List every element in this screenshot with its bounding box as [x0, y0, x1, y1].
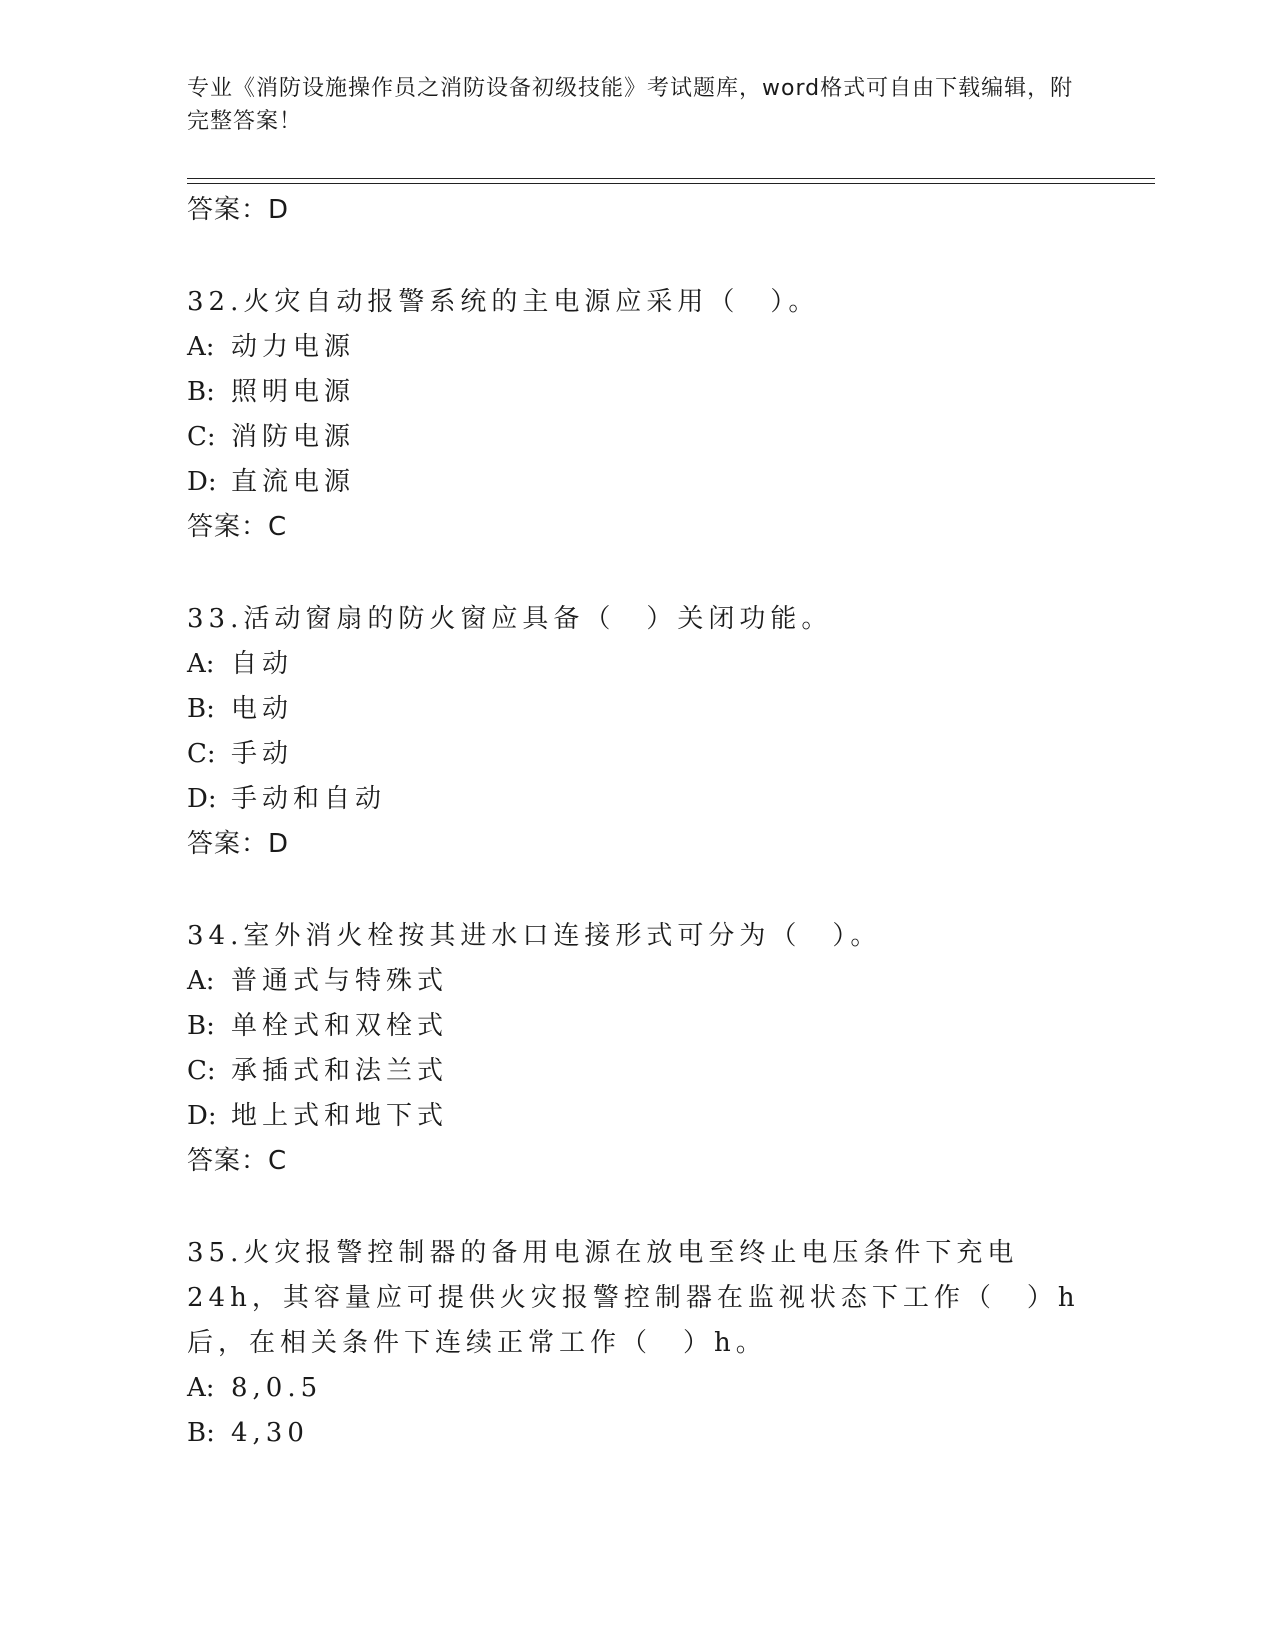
option-text: 单栓式和双栓式	[231, 1011, 449, 1041]
option-c	[187, 415, 1087, 460]
option-letter: A:	[187, 332, 215, 362]
question-list	[187, 188, 1087, 1456]
question-item	[187, 1231, 1087, 1456]
option-letter: B:	[187, 694, 215, 724]
option-a	[187, 642, 1087, 687]
option-letter: A:	[187, 649, 215, 679]
answer-line: 答案：C	[187, 512, 288, 542]
option-d	[187, 777, 1087, 822]
question-stem: 32.火灾自动报警系统的主电源应采用（ ）。	[187, 287, 820, 317]
option-text: 消防电源	[231, 422, 356, 452]
option-a	[187, 325, 1087, 370]
option-letter: D:	[187, 467, 217, 497]
option-text: 照明电源	[231, 377, 356, 407]
option-text: 直流电源	[231, 467, 356, 497]
question-stem: 35.火灾报警控制器的备用电源在放电至终止电压条件下充电24h，其容量应可提供火灾报警控制器在监视状态下工作（ ）h后，在相关条件下连续正常工作（ ）h。	[187, 1238, 1080, 1358]
option-d	[187, 1094, 1087, 1139]
question-stem: 33.活动窗扇的防火窗应具备（ ）关闭功能。	[187, 604, 833, 634]
answer-line: 答案：C	[187, 1146, 288, 1176]
option-letter: B:	[187, 1418, 215, 1448]
document-header: 专业《消防设施操作员之消防设备初级技能》考试题库，word格式可自由下载编辑，附完整答案！	[187, 76, 1074, 134]
option-letter: D:	[187, 784, 217, 814]
option-b	[187, 687, 1087, 732]
option-b	[187, 1411, 1087, 1456]
option-text: 4,30	[231, 1418, 309, 1448]
question-item	[187, 280, 1087, 550]
option-a	[187, 959, 1087, 1004]
option-letter: C:	[187, 422, 216, 452]
option-letter: A:	[187, 966, 215, 996]
option-d	[187, 460, 1087, 505]
option-text: 动力电源	[231, 332, 356, 362]
answer-line: 答案：D	[187, 829, 290, 859]
option-text: 手动和自动	[231, 784, 387, 814]
option-letter: B:	[187, 1011, 215, 1041]
option-c	[187, 732, 1087, 777]
header-divider-top	[187, 178, 1155, 179]
option-letter: D:	[187, 1101, 217, 1131]
question-item	[187, 914, 1087, 1184]
option-letter: C:	[187, 739, 216, 769]
option-b	[187, 1004, 1087, 1049]
option-c	[187, 1049, 1087, 1094]
option-a	[187, 1366, 1087, 1411]
option-text: 电动	[231, 694, 294, 724]
option-text: 普通式与特殊式	[231, 966, 449, 996]
option-text: 地上式和地下式	[231, 1101, 449, 1131]
option-text: 自动	[231, 649, 294, 679]
option-letter: B:	[187, 377, 215, 407]
question-item	[187, 597, 1087, 867]
option-b	[187, 370, 1087, 415]
header-divider-bottom	[187, 183, 1155, 184]
option-text: 手动	[231, 739, 294, 769]
option-letter: C:	[187, 1056, 216, 1086]
question-stem: 34.室外消火栓按其进水口连接形式可分为（ ）。	[187, 921, 882, 951]
option-text: 承插式和法兰式	[231, 1056, 449, 1086]
option-text: 8,0.5	[231, 1373, 323, 1403]
option-letter: A:	[187, 1373, 215, 1403]
answer-line: 答案：D	[187, 195, 290, 225]
